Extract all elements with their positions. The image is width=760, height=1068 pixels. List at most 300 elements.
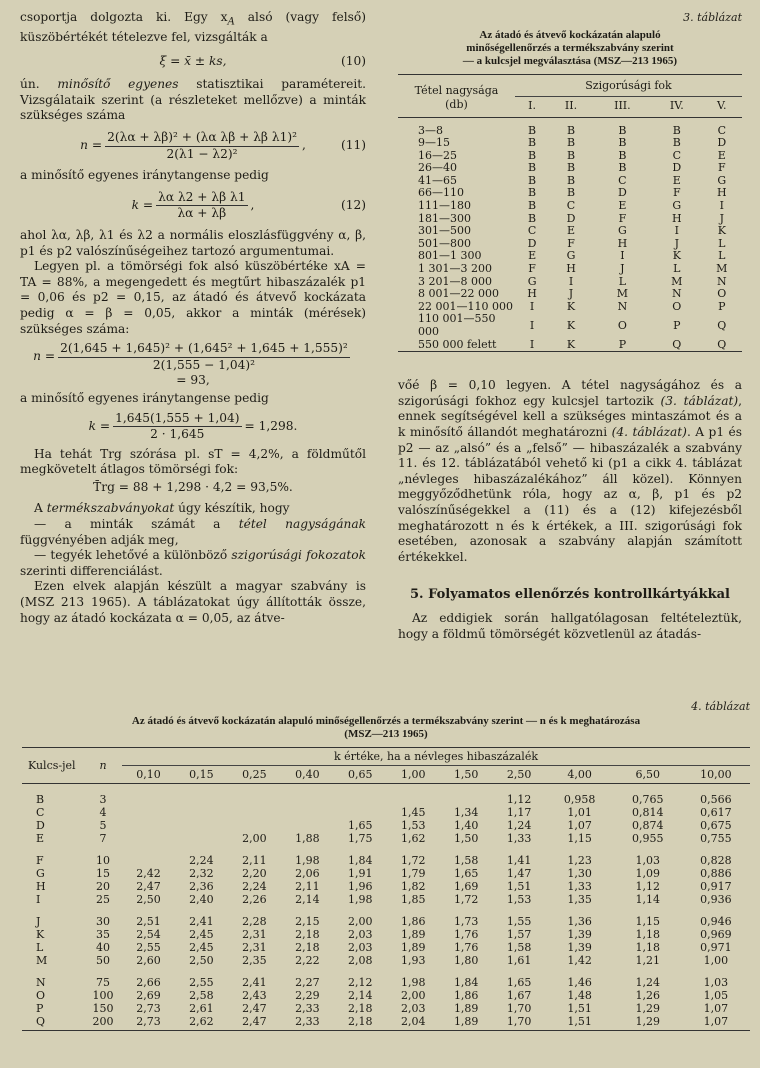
- key-cell: I: [36, 892, 41, 906]
- key-letter-cell: J: [620, 262, 625, 276]
- equation-text: T̄rg = 88 + 1,298 · 4,2 = 93,5%.: [93, 479, 293, 494]
- k-value-cell: 1,12: [635, 879, 661, 893]
- table-row: [398, 225, 742, 238]
- key-letter-cell: F: [567, 236, 575, 250]
- k-value-cell: 0,755: [700, 831, 732, 845]
- table-row: [22, 989, 750, 1002]
- k-value-cell: 1,12: [506, 792, 532, 806]
- column-header-key: Kulcs-jel: [28, 759, 76, 772]
- k-value-cell: 2,33: [295, 1014, 320, 1028]
- k-value-cell: [122, 854, 175, 867]
- k-value-cell: 1,03: [635, 853, 661, 867]
- key-letter-cell: F: [717, 161, 726, 175]
- paragraph: [20, 501, 366, 517]
- key-cell: J: [36, 914, 41, 928]
- key-letter-cell: B: [618, 136, 627, 150]
- key-letter-cell: B: [528, 148, 537, 162]
- title-line: Az átadó és átvevő kockázatán alapuló: [479, 28, 661, 41]
- equation-15: [20, 480, 366, 496]
- key-letter-cell: I: [529, 337, 535, 351]
- k-value-cell: 2,00: [348, 914, 373, 928]
- k-value-cell: 2,35: [242, 953, 267, 967]
- k-value-cell: 1,18: [635, 927, 661, 941]
- key-letter-cell: P: [718, 299, 726, 313]
- equation-12: k = $\frac{\text{λα λ2 + λβ λ1}}{\lambda\alpha + \lambda\beta}$ , (12): [131, 189, 366, 221]
- table-row: [22, 1015, 750, 1028]
- table-title: [398, 29, 742, 68]
- key-letter-cell: N: [716, 274, 727, 288]
- key-letter-cell: C: [566, 199, 576, 213]
- key-cell: E: [36, 831, 45, 845]
- k-value-cell: 2,14: [295, 892, 320, 906]
- numerator: 1,645(1,555 + 1,04): [113, 411, 241, 428]
- k-value-cell: 1,33: [567, 879, 592, 893]
- key-letter-cell: B: [618, 161, 627, 175]
- key-letter-cell: B: [566, 186, 576, 200]
- n-cell: 150: [92, 1001, 114, 1015]
- lot-size-cell: 22 001—110 000: [418, 299, 513, 313]
- table-4: [22, 747, 750, 1031]
- k-value-cell: 1,84: [453, 975, 479, 989]
- k-value-cell: 1,69: [453, 879, 479, 893]
- key-cell: F: [36, 853, 44, 867]
- k-value-cell: 1,24: [635, 975, 661, 989]
- key-letter-cell: C: [717, 123, 727, 137]
- k-value-cell: 2,66: [136, 975, 161, 989]
- key-letter-cell: Q: [717, 318, 727, 332]
- k-value-cell: 1,26: [635, 988, 661, 1002]
- paragraph: Az eddigiek során hallgatólagosan feltételeztük, hogy a földmű tömörségét közvetlenül az átadás-: [398, 610, 742, 641]
- key-letter-cell: H: [566, 262, 576, 276]
- lot-size-cell: 1 301—3 200: [418, 262, 492, 276]
- text: — a minták számát a: [34, 517, 239, 532]
- equation-result: = 93,: [176, 373, 210, 388]
- key-letter-cell: L: [618, 274, 627, 288]
- italic-term: tétel nagyságának: [238, 517, 367, 532]
- k-value-cell: 1,89: [453, 1014, 479, 1028]
- column-header-grade: I.: [528, 98, 537, 112]
- key-letter-cell: C: [618, 173, 627, 187]
- k-value-cell: 2,04: [400, 1014, 426, 1028]
- k-value-cell: 2,50: [189, 953, 214, 967]
- column-header-percent: 1,50: [453, 768, 479, 781]
- k-value-cell: 2,11: [295, 879, 320, 893]
- key-letter-cell: H: [717, 186, 727, 200]
- table-row: [22, 854, 750, 867]
- column-header-percent: 10,00: [700, 768, 732, 781]
- paragraph: Legyen pl. a tömörségi fok alsó küszöbértéke xA = TA = 88%, a megengedett és megtűrt hibaszázalék p1 = 0,06 és p2 = 0,15, az átadó és átvevő kockázata pedig α = β = 0,05, akkor a minták (mérések) szükséges száma:: [20, 259, 366, 336]
- key-letter-cell: B: [566, 148, 576, 162]
- k-value-cell: 2,28: [242, 914, 267, 928]
- k-value-cell: 0,958: [563, 792, 596, 806]
- n-cell: 200: [92, 1014, 114, 1028]
- k-value-cell: [122, 819, 175, 832]
- subscript: A: [227, 16, 235, 28]
- text: statisztikai paramétereit. Vizsgálataik szerint (a részleteket mellőzve) a minták szükséges száma: [20, 77, 366, 123]
- lot-size-cell: 801—1 300: [418, 249, 482, 263]
- title-line: Az átadó és átvevő kockázatán alapuló minőségellenőrzés a termékszabvány szerint — n és k meghatározása: [131, 715, 641, 727]
- table-4-container: [22, 700, 750, 1031]
- k-value-cell: 1,70: [506, 1001, 532, 1015]
- italic-term: szigorúsági fokozatok: [231, 548, 366, 563]
- k-value-cell: 1,34: [453, 805, 479, 819]
- key-letter-cell: I: [674, 224, 679, 238]
- table-row: [22, 893, 750, 906]
- k-value-cell: 1,42: [567, 953, 592, 967]
- table-row: [22, 793, 750, 806]
- k-value-cell: 0,936: [700, 892, 732, 906]
- k-value-cell: 1,15: [635, 914, 661, 928]
- column-header-grade: III.: [614, 98, 631, 112]
- k-value-cell: 2,33: [295, 1001, 320, 1015]
- k-value-cell: 2,51: [136, 914, 161, 928]
- k-value-cell: 2,29: [295, 988, 320, 1002]
- k-value-cell: 0,971: [700, 940, 732, 954]
- key-letter-cell: G: [527, 274, 537, 288]
- text: — tegyék lehetővé a különböző: [34, 548, 232, 563]
- n-cell: 4: [99, 805, 107, 819]
- text: vőé β = 0,10 legyen. A tétel nagyságához és a szigorúsági fokhoz egy kulcsjel tartozik: [398, 378, 742, 408]
- k-value-cell: 1,53: [506, 892, 532, 906]
- paragraph: a minősítő egyenes iránytangense pedig: [20, 168, 269, 183]
- key-letter-cell: F: [618, 211, 627, 225]
- equation-text: ξ = x̄ ± ks,: [159, 53, 227, 68]
- k-value-cell: 2,62: [189, 1014, 214, 1028]
- k-value-cell: 1,41: [506, 853, 532, 867]
- key-letter-cell: N: [671, 287, 682, 301]
- fraction: [113, 411, 241, 443]
- key-letter-cell: B: [528, 161, 537, 175]
- column-header-percent: 2,50: [506, 768, 532, 781]
- k-value-cell: 0,886: [700, 866, 732, 880]
- key-letter-cell: E: [717, 148, 726, 162]
- key-letter-cell: G: [566, 249, 576, 263]
- k-value-cell: 1,96: [348, 879, 373, 893]
- k-value-cell: 1,80: [453, 953, 479, 967]
- table-3: [398, 74, 742, 353]
- k-value-cell: 1,48: [567, 988, 592, 1002]
- column-header-percent: 0,40: [295, 768, 320, 781]
- k-value-cell: 1,93: [400, 953, 426, 967]
- table-label: 4. táblázat: [691, 700, 750, 713]
- lot-size-cell: 3—8: [418, 123, 443, 137]
- k-value-cell: 0,617: [700, 805, 732, 819]
- key-cell: B: [36, 792, 45, 806]
- key-letter-cell: B: [528, 123, 537, 137]
- k-value-cell: 2,61: [189, 1001, 214, 1015]
- key-letter-cell: E: [618, 199, 627, 213]
- n-cell: 50: [96, 953, 110, 967]
- k-value-cell: 1,65: [453, 866, 479, 880]
- equation-lhs: k =: [88, 418, 111, 433]
- n-cell: 75: [96, 975, 110, 989]
- k-value-cell: 2,41: [242, 975, 267, 989]
- k-value-cell: 1,84: [348, 853, 373, 867]
- k-value-cell: [175, 832, 228, 845]
- k-value-cell: 1,98: [348, 892, 373, 906]
- key-letter-cell: B: [618, 148, 627, 162]
- k-value-cell: 0,969: [700, 927, 732, 941]
- key-letter-cell: B: [618, 123, 627, 137]
- k-value-cell: 2,69: [136, 988, 161, 1002]
- equation-number: (11): [340, 138, 366, 153]
- table-row: [22, 928, 750, 941]
- k-value-cell: 1,73: [453, 914, 479, 928]
- k-value-cell: [228, 819, 281, 832]
- lot-size-cell: 110 001—550 000: [418, 312, 496, 338]
- numerator: 2(λα + λβ)² + (λα λβ + λβ λ1)²: [105, 130, 299, 147]
- k-value-cell: [440, 793, 493, 806]
- k-value-cell: 1,62: [400, 831, 426, 845]
- k-value-cell: 1,51: [567, 1014, 592, 1028]
- k-value-cell: 2,24: [189, 853, 214, 867]
- fraction: [105, 130, 299, 162]
- lot-size-cell: 501—800: [418, 236, 471, 250]
- k-value-cell: 1,47: [506, 866, 532, 880]
- k-value-cell: 1,98: [400, 975, 426, 989]
- text: , ennek segítségével kell a szükséges mintaszámot és a k minősítő állandót meghatározni: [398, 393, 742, 439]
- table-row: [22, 819, 750, 832]
- k-value-cell: 0,814: [632, 805, 664, 819]
- k-value-cell: [281, 806, 334, 819]
- equation-lhs: k =: [131, 198, 154, 213]
- k-value-cell: 1,72: [453, 892, 479, 906]
- table-row: [398, 339, 742, 352]
- key-letter-cell: G: [717, 173, 727, 187]
- key-letter-cell: O: [672, 299, 682, 313]
- n-cell: 15: [96, 866, 110, 880]
- k-value-cell: 2,43: [242, 988, 267, 1002]
- table-row: [22, 1002, 750, 1015]
- text: csoportja dolgozta ki. Egy x: [20, 10, 228, 24]
- key-letter-cell: L: [718, 249, 726, 263]
- k-value-cell: 1,01: [567, 805, 592, 819]
- k-value-cell: 2,18: [295, 927, 320, 941]
- key-letter-cell: M: [671, 274, 683, 288]
- k-value-cell: 1,03: [703, 975, 729, 989]
- text: ún.: [20, 77, 58, 92]
- key-letter-cell: N: [617, 299, 628, 313]
- k-value-cell: 1,00: [703, 953, 729, 967]
- k-value-cell: 1,79: [400, 866, 426, 880]
- k-value-cell: 1,85: [400, 892, 426, 906]
- title-line: — a kulcsjel megválasztása (MSZ—213 1965): [462, 54, 678, 67]
- key-letter-cell: I: [529, 299, 535, 313]
- text: úgy készítik, hogy: [174, 501, 290, 516]
- key-letter-cell: F: [528, 262, 536, 276]
- k-value-cell: [334, 806, 387, 819]
- k-value-cell: 1,30: [567, 866, 592, 880]
- key-letter-cell: J: [568, 287, 574, 301]
- denominator: 2(λ1 − λ2)²: [166, 146, 238, 161]
- equation-lhs: n =: [33, 349, 56, 364]
- key-letter-cell: K: [672, 249, 681, 263]
- k-value-cell: 2,60: [136, 953, 161, 967]
- key-letter-cell: I: [568, 274, 574, 288]
- k-value-cell: 2,00: [242, 831, 267, 845]
- k-value-cell: 0,917: [700, 879, 732, 893]
- denominator: 2 · 1,645: [150, 427, 205, 442]
- k-value-cell: 2,03: [400, 1001, 426, 1015]
- k-value-cell: 2,54: [136, 927, 161, 941]
- k-value-cell: 1,76: [453, 927, 479, 941]
- lot-size-cell: 550 000 felett: [418, 337, 497, 351]
- key-letter-cell: I: [529, 318, 535, 332]
- n-cell: 20: [96, 879, 110, 893]
- key-cell: C: [36, 805, 45, 819]
- k-value-cell: 2,08: [348, 953, 373, 967]
- column-header-percent: 0,10: [136, 768, 161, 781]
- key-letter-cell: G: [672, 199, 682, 213]
- table-reference: (3. táblázat): [660, 393, 739, 408]
- lot-size-cell: 9—15: [418, 136, 450, 150]
- key-letter-cell: I: [719, 199, 724, 213]
- k-value-cell: 2,18: [348, 1001, 373, 1015]
- lot-size-cell: 26—40: [418, 161, 457, 175]
- k-value-cell: 2,11: [242, 853, 267, 867]
- k-value-cell: 1,58: [506, 940, 532, 954]
- k-value-cell: 1,18: [635, 940, 661, 954]
- column-header-percent: 0,15: [189, 768, 214, 781]
- k-value-cell: 2,41: [189, 914, 214, 928]
- table-reference: (4. táblázat): [611, 424, 687, 439]
- key-letter-cell: Q: [672, 337, 682, 351]
- k-value-cell: 2,73: [136, 1001, 161, 1015]
- key-letter-cell: K: [566, 299, 576, 313]
- key-letter-cell: H: [672, 211, 682, 225]
- k-value-cell: 2,20: [242, 866, 267, 880]
- key-letter-cell: B: [566, 173, 576, 187]
- k-value-cell: 1,09: [635, 866, 661, 880]
- k-value-cell: [122, 832, 175, 845]
- column-header-percent: 1,00: [400, 768, 426, 781]
- key-letter-cell: I: [620, 249, 625, 263]
- key-letter-cell: C: [527, 224, 537, 238]
- table-row: [398, 162, 742, 175]
- k-value-cell: 1,45: [400, 805, 426, 819]
- k-value-cell: 2,15: [295, 914, 320, 928]
- key-letter-cell: D: [617, 186, 627, 200]
- k-value-cell: 1,86: [400, 914, 426, 928]
- lot-size-cell: 301—500: [418, 224, 471, 238]
- lot-size-cell: 111—180: [418, 199, 471, 213]
- k-value-cell: 1,98: [295, 853, 320, 867]
- table-row: [398, 117, 742, 137]
- n-cell: 3: [99, 792, 107, 806]
- key-cell: P: [36, 1001, 44, 1015]
- k-value-cell: [122, 793, 175, 806]
- key-letter-cell: H: [527, 287, 537, 301]
- row-spacer: [22, 1028, 750, 1031]
- k-value-cell: 1,29: [635, 1001, 661, 1015]
- k-value-cell: 2,47: [242, 1014, 267, 1028]
- key-letter-cell: B: [566, 161, 576, 175]
- k-value-cell: 1,51: [506, 879, 532, 893]
- text: alsó (vagy felső) küszöbértékét tételezve fel, vizsgálták a: [20, 10, 366, 45]
- numerator: λα λ2 + λβ λ1: [156, 190, 247, 207]
- key-letter-cell: E: [672, 173, 681, 187]
- row-spacer: [22, 845, 750, 854]
- key-cell: D: [36, 818, 45, 832]
- equation-10: [20, 54, 366, 70]
- lot-size-cell: 3 201—8 000: [418, 274, 492, 288]
- column-header-percent: 4,00: [567, 768, 592, 781]
- k-value-cell: 2,24: [242, 879, 267, 893]
- row-spacer: [22, 967, 750, 976]
- lot-size-cell: 16—25: [418, 148, 457, 162]
- key-cell: H: [36, 879, 46, 893]
- paragraph: [20, 10, 366, 46]
- k-value-cell: 2,47: [242, 1001, 267, 1015]
- k-value-cell: 1,88: [295, 831, 320, 845]
- key-letter-cell: L: [673, 262, 681, 276]
- k-value-cell: [122, 806, 175, 819]
- k-value-cell: 1,23: [567, 853, 592, 867]
- k-value-cell: 2,45: [189, 927, 214, 941]
- k-value-cell: 1,70: [506, 1014, 532, 1028]
- k-value-cell: 0,675: [700, 818, 732, 832]
- key-letter-cell: E: [567, 224, 576, 238]
- k-value-cell: 1,55: [506, 914, 532, 928]
- table-row: [398, 137, 742, 150]
- k-value-cell: 0,828: [700, 853, 732, 867]
- k-value-cell: [228, 793, 281, 806]
- n-cell: 10: [96, 853, 110, 867]
- k-value-cell: 1,51: [567, 1001, 592, 1015]
- key-letter-cell: Q: [717, 337, 727, 351]
- text: A: [34, 501, 47, 516]
- k-value-cell: 0,955: [632, 831, 664, 845]
- key-letter-cell: K: [717, 224, 726, 238]
- row-spacer: [22, 906, 750, 915]
- k-value-cell: 2,50: [136, 892, 161, 906]
- key-letter-cell: H: [617, 236, 628, 250]
- k-value-cell: [175, 793, 228, 806]
- key-letter-cell: M: [716, 262, 728, 276]
- n-cell: 30: [96, 914, 110, 928]
- key-letter-cell: B: [528, 199, 537, 213]
- column-header-group: k értéke, ha a névleges hibaszázalék: [122, 748, 750, 766]
- key-letter-cell: C: [672, 148, 681, 162]
- k-value-cell: 1,72: [400, 853, 426, 867]
- k-value-cell: 1,76: [453, 940, 479, 954]
- key-letter-cell: J: [674, 236, 679, 250]
- k-value-cell: 1,65: [506, 975, 532, 989]
- equation-rhs: = 1,298.: [244, 418, 298, 433]
- table-row: [22, 941, 750, 954]
- key-letter-cell: D: [566, 211, 576, 225]
- table-row: [22, 832, 750, 845]
- paragraph: [20, 548, 366, 579]
- header-unit: (db): [445, 97, 468, 111]
- key-cell: O: [36, 988, 46, 1002]
- k-value-cell: 2,55: [189, 975, 214, 989]
- k-value-cell: 2,45: [189, 940, 214, 954]
- lot-size-cell: 8 001—22 000: [418, 287, 499, 301]
- equation-lhs: n =: [80, 138, 103, 153]
- k-value-cell: 1,17: [506, 805, 532, 819]
- key-letter-cell: B: [528, 211, 537, 225]
- k-value-cell: 0,566: [700, 792, 732, 806]
- equation-14: [20, 411, 366, 443]
- n-cell: 35: [96, 927, 110, 941]
- column-header-grade: V.: [717, 98, 727, 112]
- key-letter-cell: J: [719, 211, 725, 225]
- k-value-cell: 2,31: [242, 927, 267, 941]
- k-value-cell: 2,36: [189, 879, 214, 893]
- key-letter-cell: B: [672, 123, 681, 137]
- table-row: [398, 288, 742, 301]
